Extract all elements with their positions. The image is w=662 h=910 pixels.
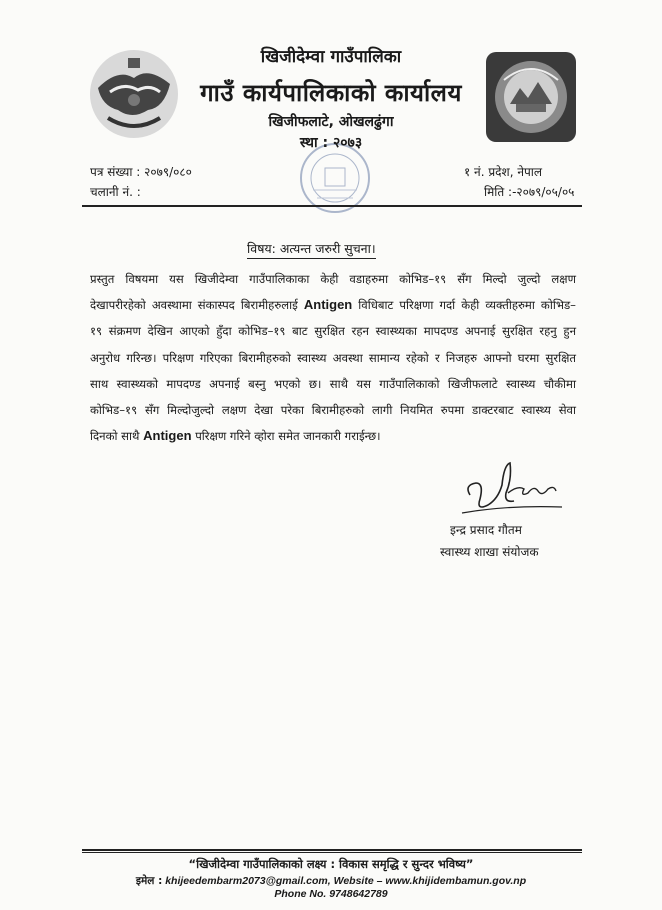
office-address: खिजीफलाटे, ओखलढुंगा	[268, 114, 394, 130]
reference-number: पत्र संख्या : २०७९/०८०	[90, 165, 192, 179]
notice-body	[90, 266, 576, 449]
body-line: दिनको साथै Antigen परिक्षण गरिने व्होरा समेत जानकारी गराईन्छ।	[90, 428, 381, 444]
letter-date: मिति :-२०७९/०५/०५	[484, 185, 575, 199]
footer-divider-thin	[82, 852, 582, 853]
footer-motto: “खिजीदेम्वा गाउँपालिकाको लक्ष्य : विकास समृद्धि र सुन्दर भविष्य”	[188, 857, 474, 871]
office-name: गाउँ कार्यपालिकाको कार्यालय	[200, 79, 462, 107]
footer-phone: Phone No. 9748642789	[274, 888, 388, 900]
email-website: khijeedembarm2073@gmail.com, Website – www.khijidembamun.gov.np	[162, 875, 527, 887]
body-line: अनुरोध गरिन्छ। परिक्षण गरिएका बिरामीहरुको स्वास्थ्य अवस्था सामान्य रहेको र निजहरु आफ्नो घरमा सुरक्षित	[90, 350, 576, 365]
body-line: १९ संक्रमण देखिन आएको हुँदा कोभिड–१९ बाट सुरक्षित रहन स्वास्थ्यका मापदण्ड अपनाई सुरक्षित रहनु हुन	[90, 324, 576, 339]
header-divider	[82, 205, 582, 207]
email-label: इमेल :	[135, 875, 163, 887]
signatory-designation: स्वास्थ्य शाखा संयोजक	[440, 545, 539, 559]
subject-line: विषय: अत्यन्त जरुरी सुचना।	[247, 240, 376, 259]
signatory-name: इन्द्र प्रसाद गौतम	[450, 523, 522, 537]
municipality-name: खिजीदेम्वा गाउँपालिका	[260, 47, 402, 67]
footer-divider	[82, 849, 582, 851]
established-year: स्था : २०७३	[299, 135, 363, 151]
body-line: प्रस्तुत विषयमा यस खिजीदेम्वा गाउँपालिकाका केही वडाहरुमा कोभिड–१९ सँग मिल्दो जुल्दो लक्षण	[90, 272, 576, 286]
body-line: साथ स्वास्थ्यको मापदण्ड अपनाई बस्नु भएको छ। साथै यस गाउँपालिकाको खिजीफलाटे स्वास्थ्य चौकीमा	[90, 376, 576, 391]
dispatch-number: चलानी नं. :	[90, 185, 141, 199]
province-label: १ नं. प्रदेश, नेपाल	[464, 165, 543, 179]
body-line: देखापरीरहेको अवस्थामा संकास्पद बिरामीहरुलाई Antigen विधिबाट परिक्षणा गर्दा केही व्यक्तीहरुमा कोभिड–	[90, 297, 576, 313]
footer-contact	[0, 874, 662, 888]
body-line: कोभिड–१९ सँग मिल्दोजुल्दो लक्षण देखा परेका बिरामीहरुको लागी नियमित रुपमा डाक्टरबाट स्वास्थ्य सेवा	[90, 403, 576, 418]
handwritten-signature	[458, 455, 568, 517]
